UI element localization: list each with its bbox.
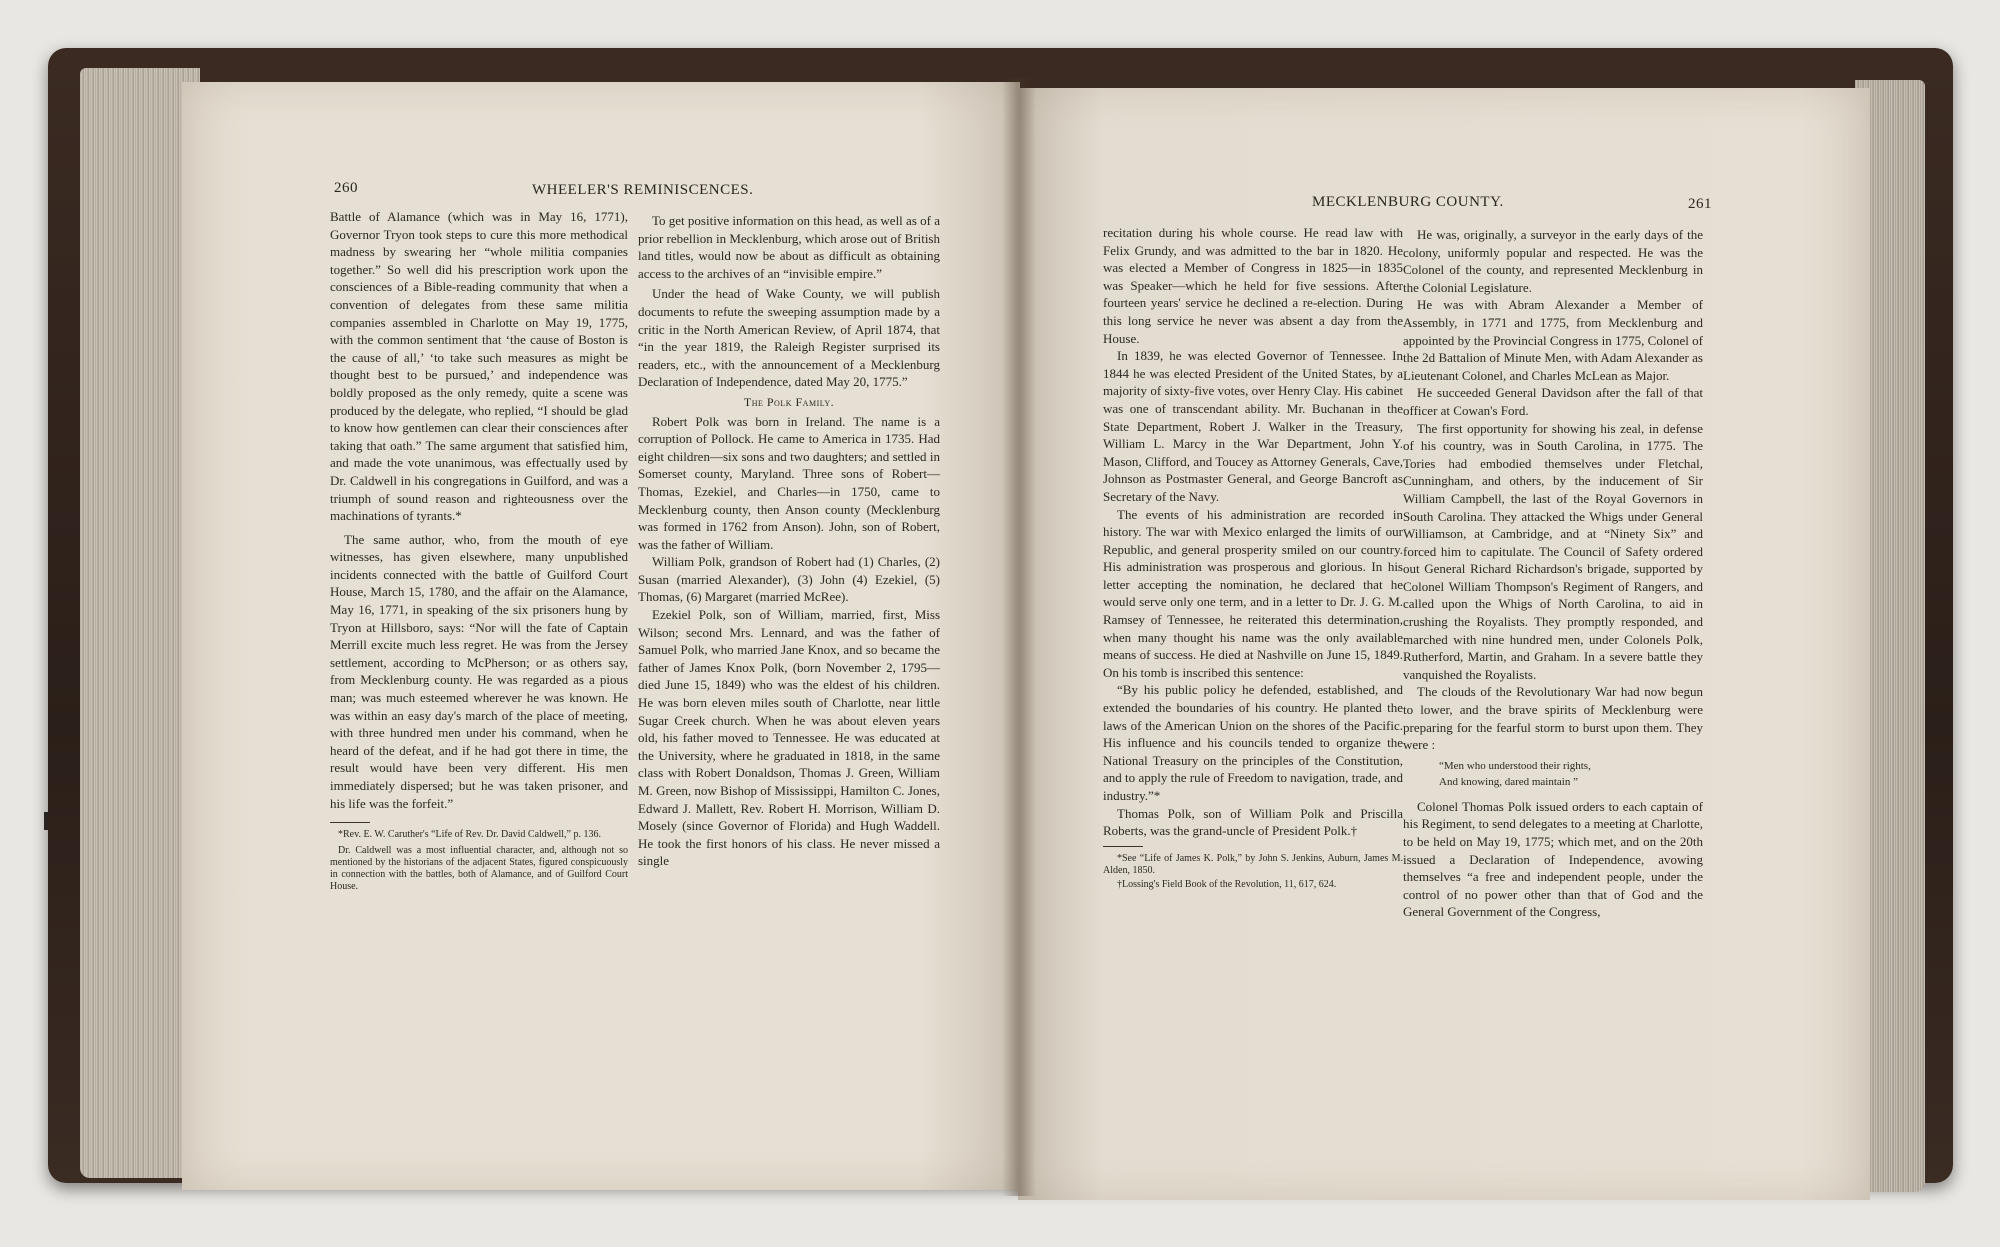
left-column (330, 208, 628, 893)
page-number: 261 (1688, 196, 1712, 212)
page-number: 260 (334, 180, 358, 196)
right-page (1018, 88, 1870, 1200)
paragraph: The clouds of the Revolutionary War had now begun to lower, and the brave spirits of Mecklenburg were preparing for the fearful storm to burst upon them. They were : (1403, 684, 1703, 753)
paragraph: Battle of Alamance (which was in May 16, 1771), Governor Tryon took steps to cure this more methodical madness by swearing her “whole militia companies together.” So well did his prescription work upon the consciences of a Bible-reading community that when a convention of delegates from these same militia companies assembled in Charlotte on May 19, 1775, with the common sentiment that ‘the cause of Boston is the cause of all,’ ‘to take such measures as might be thought best to be pursued,’ and independence was boldly proposed as the only remedy, quite a scene was produced by the delegate, who replied, “I should be glad to know how gentlemen can clear their consciences after taking that oath.” The same argument that satisfied him, and made the vote unanimous, was effectually used by Dr. Caldwell in his congregations in Guilford, and was a triumph of sound reason and righteousness over the machinations of tyrants.* (330, 209, 628, 524)
footnote-rule (1103, 846, 1143, 847)
paragraph: He was with Abram Alexander a Member of Assembly, in 1771 and 1775, from Mecklenburg and appointed by the Provincial Congress in 1775, Colonel of the 2d Battalion of Minute Men, with Adam Alexander as Lieutenant Colonel, and Charles McLean as Major. (1403, 297, 1703, 383)
verse-line: And knowing, dared maintain ” (1439, 775, 1578, 788)
right-column (638, 212, 940, 870)
footnote-rule (330, 822, 370, 823)
footnote: †Lossing's Field Book of the Revolution, 11, 617, 624. (1117, 878, 1337, 890)
left-page (182, 82, 1020, 1190)
footnote: Dr. Caldwell was a most influential character, and, although not so mentioned by the historians of the adjacent States, figured conspicuously in connection with the battles, both of Alamance, and of Guilford Court House. (330, 845, 628, 893)
verse-line: “Men who understood their rights, (1439, 759, 1591, 772)
running-head: WHEELER'S REMINISCENCES. (532, 182, 754, 198)
paragraph: Thomas Polk, son of William Polk and Priscilla Roberts, was the grand-uncle of President Polk.† (1103, 805, 1403, 839)
paragraph: recitation during his whole course. He read law with Felix Grundy, and was admitted to the bar in 1820. He was elected a Member of Congress in 1825—in 1835 was Speaker—which he held for five sessions. After fourteen years' service he declined a re-election. During this long service he never was absent a day from the House. (1103, 225, 1403, 346)
verse-quote (1439, 758, 1703, 790)
paragraph: The first opportunity for showing his zeal, in defense of his country, was in South Carolina, in 1775. The Tories had embodied themselves under Fletchal, Cunningham, and others, by the inducement of Sir William Campbell, the last of the Royal Governors in South Carolina. They attacked the Whigs under General Williamson, at Cambridge, and at “Ninety Six” and forced him to capitulate. The Council of Safety ordered out General Richard Richardson's brigade, supported by Colonel William Thompson's Regiment of Rangers, and called upon the Whigs of North Carolina, to aid in crushing the Royalists. They promptly responded, and marched with nine hundred men, under Colonels Polk, Rutherford, Martin, and Graham. In a severe battle they vanquished the Royalists. (1403, 420, 1703, 682)
footnote: *See “Life of James K. Polk,” by John S. Jenkins, Auburn, James M. Alden, 1850. (1103, 852, 1403, 876)
running-head: MECKLENBURG COUNTY. (1312, 194, 1504, 210)
paragraph: Robert Polk was born in Ireland. The name is a corruption of Pollock. He came to America in 1735. Had eight children—six sons and two daughters; and settled in Somerset county, Maryland. Three sons of Robert—Thomas, Ezekiel, and Charles—in 1750, came to Mecklenburg county, then Anson county (Mecklenburg was formed in 1762 from Anson). John, son of Robert, was the father of William. (638, 413, 940, 552)
margin-mark (44, 812, 48, 830)
paragraph: He succeeded General Davidson after the fall of that officer at Cowan's Ford. (1403, 385, 1703, 418)
paragraph: The same author, who, from the mouth of eye witnesses, has given elsewhere, many unpublished incidents connected with the battle of Guilford Court House, March 15, 1780, and the affair on the Alamance, May 16, 1771, in speaking of the six prisoners hung by Tryon at Hillsboro, says: “Nor will the fate of Captain Merrill excite much less regret. He was from the Jersey settlement, according to McPherson; or as others say, from Mecklenburg county. He was regarded as a pious man; was much esteemed wherever he was known. He was within an easy day's march of the place of meeting, with three hundred men under his command, when he heard of the defeat, and if he had got there in time, the result would have been very different. His men immediately dispersed; but he was taken prisoner, and his life was the forfeit.” (330, 531, 628, 811)
paragraph: He was, originally, a surveyor in the early days of the colony, uniformly popular and respected. He was the Colonel of the county, and represented Mecklenburg in the Colonial Legislature. (1403, 227, 1703, 295)
right-column (1403, 226, 1703, 921)
paragraph: Ezekiel Polk, son of William, married, first, Miss Wilson; second Mrs. Lennard, and was the father of Samuel Polk, who married Jane Knox, and so became the father of James Knox Polk, (born November 2, 1795—died June 15, 1849) who was the eldest of his children. He was born eleven miles south of Charlotte, near little Sugar Creek church. When he was about eleven years old, his father moved to Tennessee. He was educated at the University, where he graduated in 1818, in the same class with Robert Donaldson, Thomas J. Green, William M. Green, now Bishop of Mississippi, Hamilton C. Jones, Edward J. Mallett, Rev. Robert H. Morrison, William D. Mosely (since Governor of Florida) and Hugh Waddell. He took the first honors of his class. He never missed a single (638, 607, 940, 869)
footnote: *Rev. E. W. Caruther's “Life of Rev. Dr. David Caldwell,” p. 136. (338, 829, 601, 841)
paragraph: “By his public policy he defended, established, and extended the boundaries of his country. He planted the laws of the American Union on the shores of the Pacific. His influence and his councils tended to organize the National Treasury on the principles of the Constitution, and to apply the rule of Freedom to navigation, trade, and industry.”* (1103, 682, 1403, 803)
paragraph: Colonel Thomas Polk issued orders to each captain of his Regiment, to send delegates to a meeting at Charlotte, to be held on May 19, 1775; which met, and on the 20th issued a Declaration of Independence, avowing themselves “a free and independent people, under the control of no power other than that of God and the General Government of the Congress, (1403, 798, 1703, 920)
paragraph: William Polk, grandson of Robert had (1) Charles, (2) Susan (married Alexander), (3) John (4) Ezekiel, (5) Thomas, (6) Margaret (married McRee). (638, 554, 940, 605)
paragraph: Under the head of Wake County, we will publish documents to refute the sweeping assumption made by a critic in the North American Review, of April 1874, that “in the year 1819, the Raleigh Register surprised its readers, etc., with the announcement of a Mecklenburg Declaration of Independence, dated May 20, 1775.” (638, 286, 940, 390)
left-column (1103, 224, 1403, 891)
paragraph: To get positive information on this head, as well as of a prior rebellion in Mecklenburg, which arose out of British land titles, would now be about as difficult as obtaining access to the archives of an “invisible empire.” (638, 213, 940, 281)
book-gutter (1002, 78, 1036, 1196)
paragraph: The events of his administration are recorded in history. The war with Mexico enlarged the limits of our Republic, and general prosperity smiled on our country. His administration was prosperous and glorious. In his letter accepting the nomination, he declared that he would serve only one term, and in a letter to Dr. J. G. M. Ramsey of Tennessee, he reiterated this determination, when many thought his name was the only available means of success. He died at Nashville on June 15, 1849. On his tomb is inscribed this sentence: (1103, 506, 1403, 680)
paragraph: In 1839, he was elected Governor of Tennessee. In 1844 he was elected President of the United States, by a majority of sixty-five votes, over Henry Clay. His cabinet was one of transcendant ability. Mr. Buchanan in the State Department, Robert J. Walker in the Treasury, William L. Marcy in the War Department, John Y. Mason, Clifford, and Toucey as Attorney Generals, Cave, Johnson as Postmaster General, and George Bancroft as Secretary of the Navy. (1103, 348, 1403, 504)
section-title: The Polk Family. (743, 394, 835, 409)
